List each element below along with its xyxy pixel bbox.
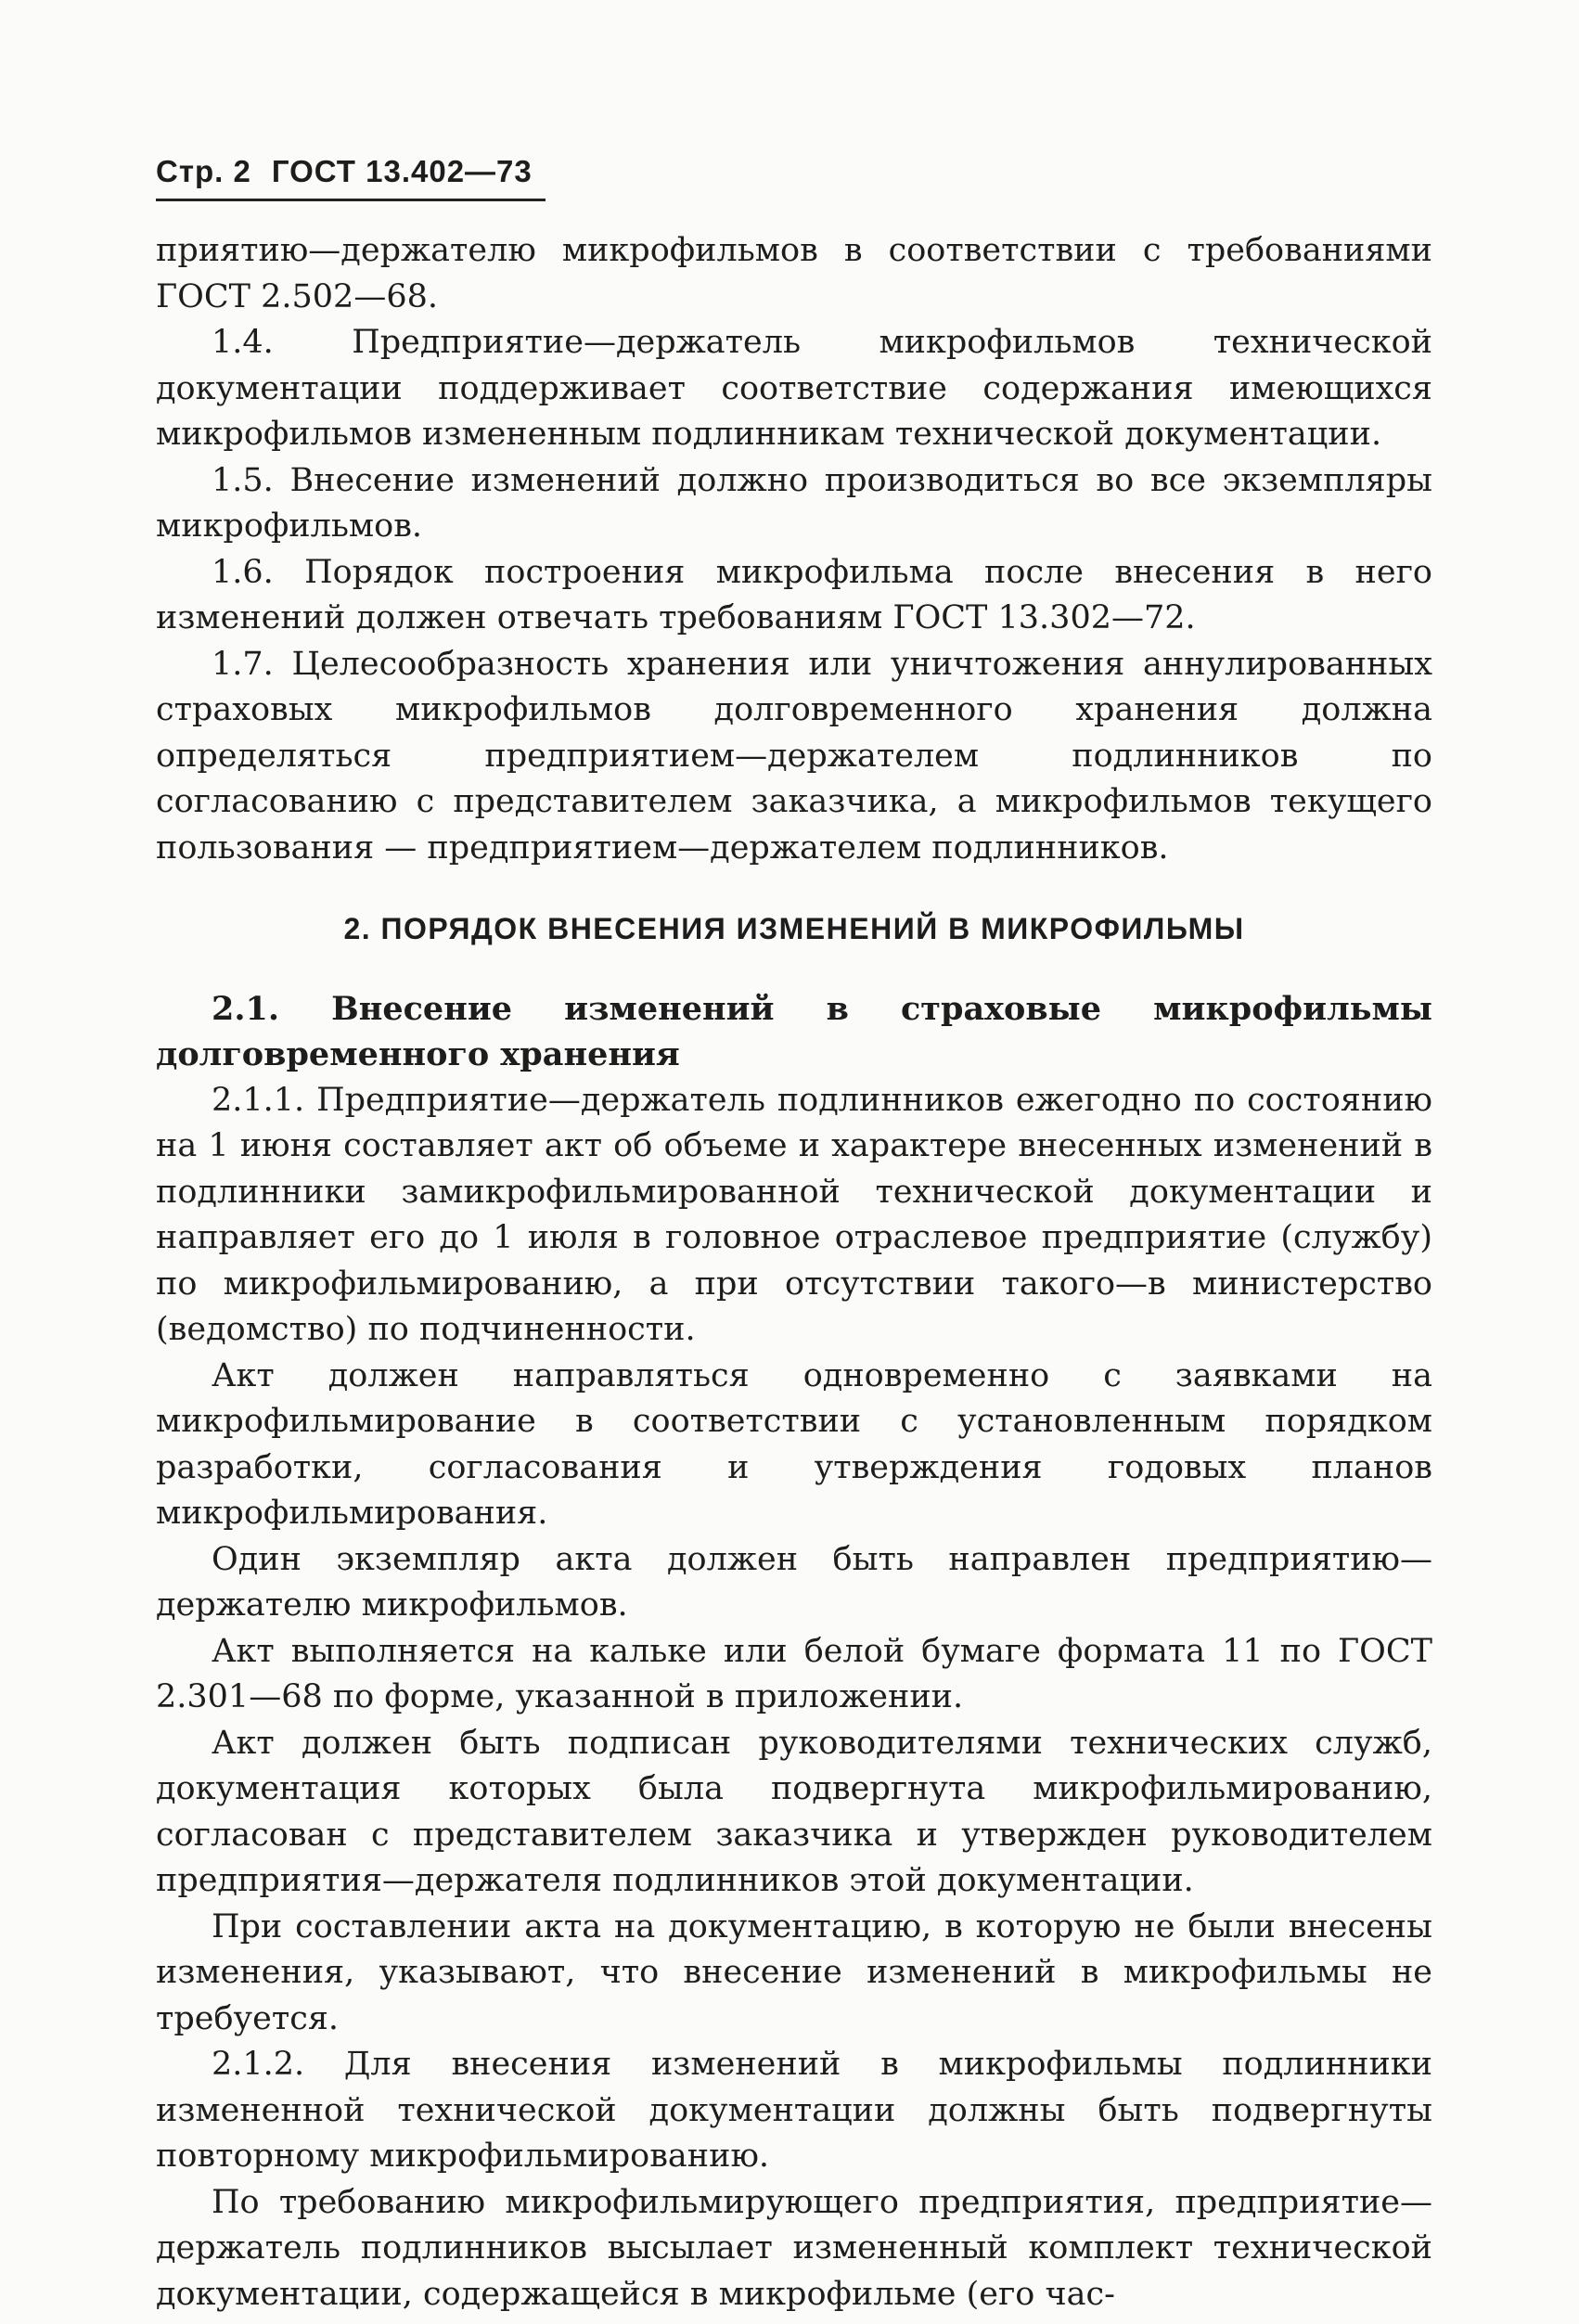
paragraph-request: По требованию микрофильмирующего предприятия, предприятие—держатель подлинников высылает измененный комплект технической документации, содержащейся в микрофильме (его час- (156, 2183, 1432, 2313)
paragraph-act-sending: Акт должен направляться одновременно с заявками на микрофильмирование в соответствии с установленным порядком разработки, согласования и утверждения годовых планов микрофильмирования. (156, 1356, 1432, 1532)
standard-designation: ГОСТ 13.402—73 (271, 154, 533, 188)
paragraph-act-copy: Один экземпляр акта должен быть направлен предприятию—держателю микрофильмов. (156, 1540, 1432, 1624)
page-number-label: Стр. 2 (156, 154, 251, 188)
subsection-title: 2.1. Внесение изменений в страховые микрофильмы долговременного хранения (156, 989, 1432, 1073)
paragraph-act-signature: Акт должен быть подписан руководителями технических служб, документация которых была подвергнута микрофильмированию, согласован с представителем заказчика и утвержден руководителем предприятия—держателя подлинников этой документации. (156, 1724, 1432, 1899)
paragraph-1-5: 1.5. Внесение изменений должно производиться во все экземпляры микрофильмов. (156, 461, 1432, 545)
paragraph-2-1-1: 2.1.1. Предприятие—держатель подлинников ежегодно по состоянию на 1 июня составляет акт об объеме и характере внесенных изменений в подлинники замикрофильмированной технической документации и направляет его до 1 июля в головное отраслевое предприятие (службу) по микрофильмированию, а при отсутствии такого—в министерство (ведомство) по подчиненности. (156, 1081, 1432, 1348)
paragraph-no-changes: При составлении акта на документацию, в которую не были внесены изменения, указывают, что внесение изменений в микрофильмы не требуется. (156, 1907, 1432, 2037)
document-body (156, 228, 1432, 2318)
paragraph-act-format: Акт выполняется на кальке или белой бумаге формата 11 по ГОСТ 2.301—68 по форме, указанной в приложении. (156, 1632, 1432, 1715)
paragraph-1-4: 1.4. Предприятие—держатель микрофильмов технической документации поддерживает соответствие содержания имеющихся микрофильмов измененным подлинникам технической документации. (156, 324, 1432, 453)
page-header (156, 154, 546, 201)
paragraph-1-6: 1.6. Порядок построения микрофильма после внесения в него изменений должен отвечать требованиям ГОСТ 13.302—72. (156, 553, 1432, 636)
paragraph-1-7: 1.7. Целесообразность хранения или уничтожения аннулированных страховых микрофильмов долговременного хранения должна определяться предприятием—держателем подлинников по согласованию с представителем заказчика, а микрофильмов текущего пользования — предприятием—держателем подлинников. (156, 645, 1432, 867)
section-title: 2. ПОРЯДОК ВНЕСЕНИЯ ИЗМЕНЕНИЙ В МИКРОФИЛЬМЫ (343, 912, 1245, 945)
paragraph-continuation: приятию—держателю микрофильмов в соответствии с требованиями ГОСТ 2.502—68. (156, 232, 1432, 315)
paragraph-2-1-2: 2.1.2. Для внесения изменений в микрофильмы подлинники измененной технической документации должны быть подвергнуты повторному микрофильмированию. (156, 2046, 1432, 2175)
